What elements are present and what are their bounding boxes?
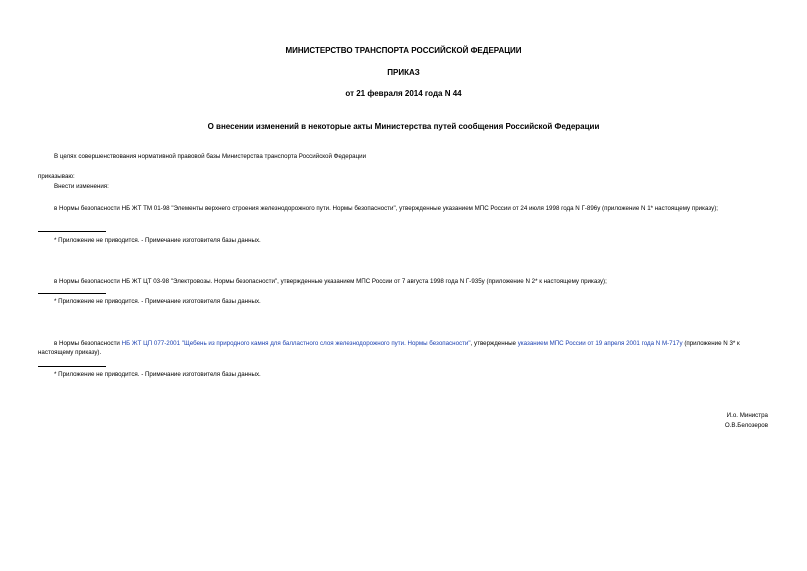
footnote-1: * Приложение не приводится. - Примечание изготовителя базы данных.: [54, 237, 261, 244]
footnote-divider-2: [38, 293, 106, 294]
order-word: приказываю:: [38, 173, 75, 180]
amendment-item-2: в Нормы безопасности НБ ЖТ ЦТ 03-98 "Электровозы. Нормы безопасности", утвержденные указанием МПС России от 7 августа 1998 года N Г-935у (приложение N 2* к настоящему приказу);: [54, 278, 607, 285]
footnote-3: * Приложение не приводится. - Примечание изготовителя базы данных.: [54, 371, 261, 378]
item-3-prefix: в Нормы безопасности: [54, 340, 122, 347]
amendment-item-1: в Нормы безопасности НБ ЖТ ТМ 01-98 "Элементы верхнего строения железнодорожного пути. Нормы безопасности", утвержденные указанием МПС России от 24 июля 1998 года N Г-896у (приложение N 1* настоящему приказу);: [54, 205, 718, 212]
item-3-suffix: (приложение N 3* к настоящему приказу).: [38, 340, 740, 356]
mps-directive-link[interactable]: указанием МПС России от 19 апреля 2001 года N М-717у: [517, 340, 683, 347]
ministry-title: МИНИСТЕРСТВО ТРАНСПОРТА РОССИЙСКОЙ ФЕДЕРАЦИИ: [285, 46, 522, 55]
footnote-divider-1: [38, 231, 106, 232]
amend-paragraph: Внести изменения:: [54, 183, 109, 190]
footnote-2: * Приложение не приводится. - Примечание изготовителя базы данных.: [54, 298, 261, 305]
document-subject: О внесении изменений в некоторые акты Министерства путей сообщения Российской Федерации: [207, 122, 600, 131]
intro-paragraph: В целях совершенствования нормативной правовой базы Министерства транспорта Российской Федерации: [54, 153, 367, 160]
document-date-number: от 21 февраля 2014 года N 44: [345, 89, 462, 98]
footnote-divider-3: [38, 366, 106, 367]
signatory-name: О.В.Белозеров: [724, 422, 768, 429]
item-3-middle: , утвержденные: [470, 340, 518, 347]
amendment-item-3: [38, 339, 770, 357]
signatory-position: И.о. Министра: [726, 412, 768, 419]
safety-norms-link[interactable]: НБ ЖТ ЦП 077-2001 "Щебень из природного камня для балластного слоя железнодорожного пути. Нормы безопасности": [121, 340, 471, 347]
document-type: ПРИКАЗ: [387, 68, 420, 77]
